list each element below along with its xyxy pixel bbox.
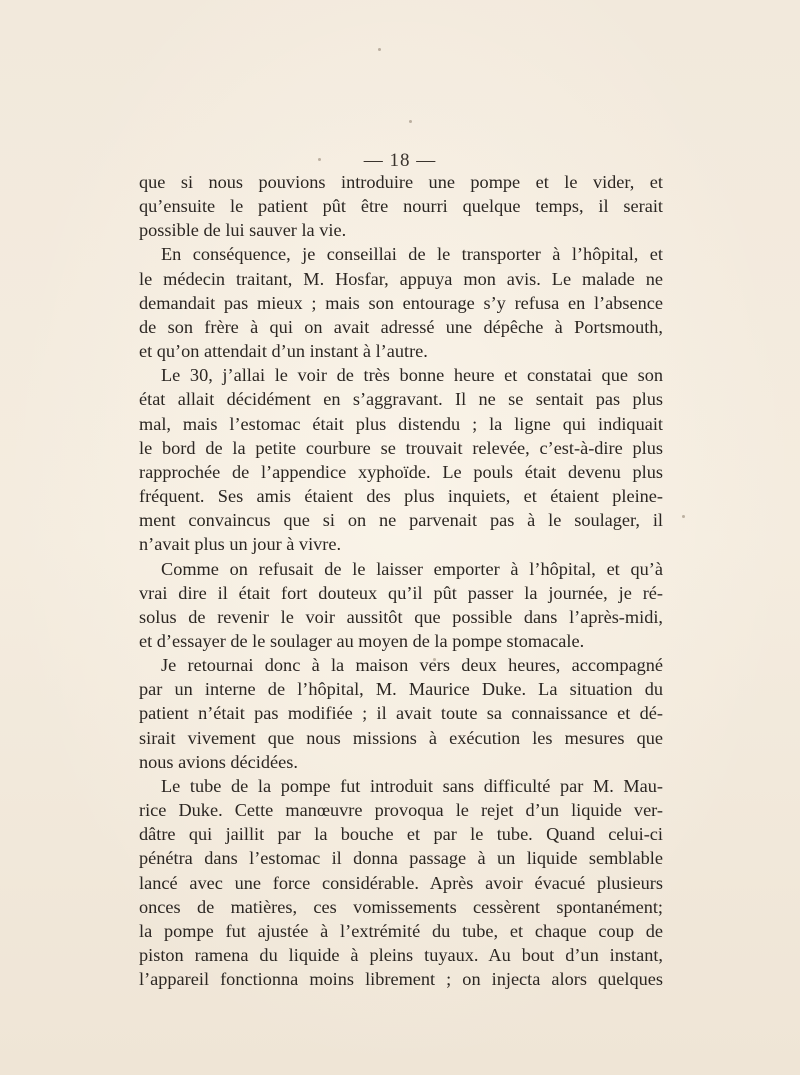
text-line: que si nous pouvions introduire une pompe et le vider, et xyxy=(139,172,663,192)
page-number: — 18 — xyxy=(363,150,437,171)
text-line: mal, mais l’estomac était plus distendu ; la ligne qui indiquait xyxy=(139,413,663,434)
paper-speck xyxy=(682,515,685,518)
text-line: lancé avec une force considérable. Après avoir évacué plusieurs xyxy=(139,872,663,893)
text-line: dâtre qui jaillit par la bouche et par le tube. Quand celui-ci xyxy=(139,824,663,845)
text-line: rice Duke. Cette manœuvre provoqua le rejet d’un liquide ver- xyxy=(139,800,663,821)
text-line: qu’ensuite le patient pût être nourri quelque temps, il serait xyxy=(139,196,663,217)
text-line: et d’essayer de le soulager au moyen de la pompe stomacale. xyxy=(139,630,585,651)
text-line: piston ramena du liquide à pleins tuyaux. Au bout d’un instant, xyxy=(139,945,663,965)
text-line: patient n’était pas modifiée ; il avait toute sa connaissance et dé- xyxy=(139,703,663,724)
text-line: la pompe fut ajustée à l’extrémité du tube, et chaque coup de xyxy=(139,920,663,941)
text-line: l’appareil fonctionna moins librement ; on injecta alors quelques xyxy=(139,969,663,990)
text-line: n’avait plus un jour à vivre. xyxy=(139,534,342,555)
text-line: possible de lui sauver la vie. xyxy=(139,220,347,241)
text-line: vrai dire il était fort douteux qu’il pût passer la journée, je ré- xyxy=(139,582,663,603)
text-line: le bord de la petite courbure se trouvait relevée, c’est-à-dire plus xyxy=(139,437,663,458)
text-line: Je retournai donc à la maison vers deux heures, accompagné xyxy=(161,655,663,676)
text-line: demandait pas mieux ; mais son entourage s’y refusa en l’absence xyxy=(139,292,663,313)
text-line: En conséquence, je conseillai de le transporter à l’hôpital, et xyxy=(161,244,663,265)
text-line: solus de revenir le voir aussitôt que possible dans l’après-midi, xyxy=(139,606,663,627)
body-text xyxy=(139,170,663,991)
text-line: Comme on refusait de le laisser emporter à l’hôpital, et qu’à xyxy=(161,558,663,579)
text-line: le médecin traitant, M. Hosfar, appuya mon avis. Le malade ne xyxy=(139,268,663,289)
text-line: état allait décidément en s’aggravant. Il ne se sentait pas plus xyxy=(139,389,663,410)
text-line: sirait vivement que nous missions à exécution les mesures que xyxy=(139,727,663,748)
text-line: et qu’on attendait d’un instant à l’autre. xyxy=(139,341,428,362)
text-line: Le 30, j’allai le voir de très bonne heure et constatai que son xyxy=(161,365,663,386)
text-line: ment convaincus que si on ne parvenait pas à le soulager, il xyxy=(139,510,663,531)
text-line: nous avions décidées. xyxy=(139,751,298,772)
text-line: Le tube de la pompe fut introduit sans difficulté par M. Mau- xyxy=(161,775,663,796)
text-line: par un interne de l’hôpital, M. Maurice Duke. La situation du xyxy=(139,679,663,700)
paper-speck xyxy=(378,48,381,51)
text-line: rapprochée de l’appendice xyphoïde. Le pouls était devenu plus xyxy=(139,461,663,482)
paper-speck xyxy=(409,120,412,123)
text-line: pénétra dans l’estomac il donna passage à un liquide semblable xyxy=(139,848,663,869)
text-line: fréquent. Ses amis étaient des plus inquiets, et étaient pleine- xyxy=(139,486,663,507)
text-line: onces de matières, ces vomissements cessèrent spontanément; xyxy=(139,896,663,917)
text-line: de son frère à qui on avait adressé une dépêche à Portsmouth, xyxy=(139,316,663,337)
